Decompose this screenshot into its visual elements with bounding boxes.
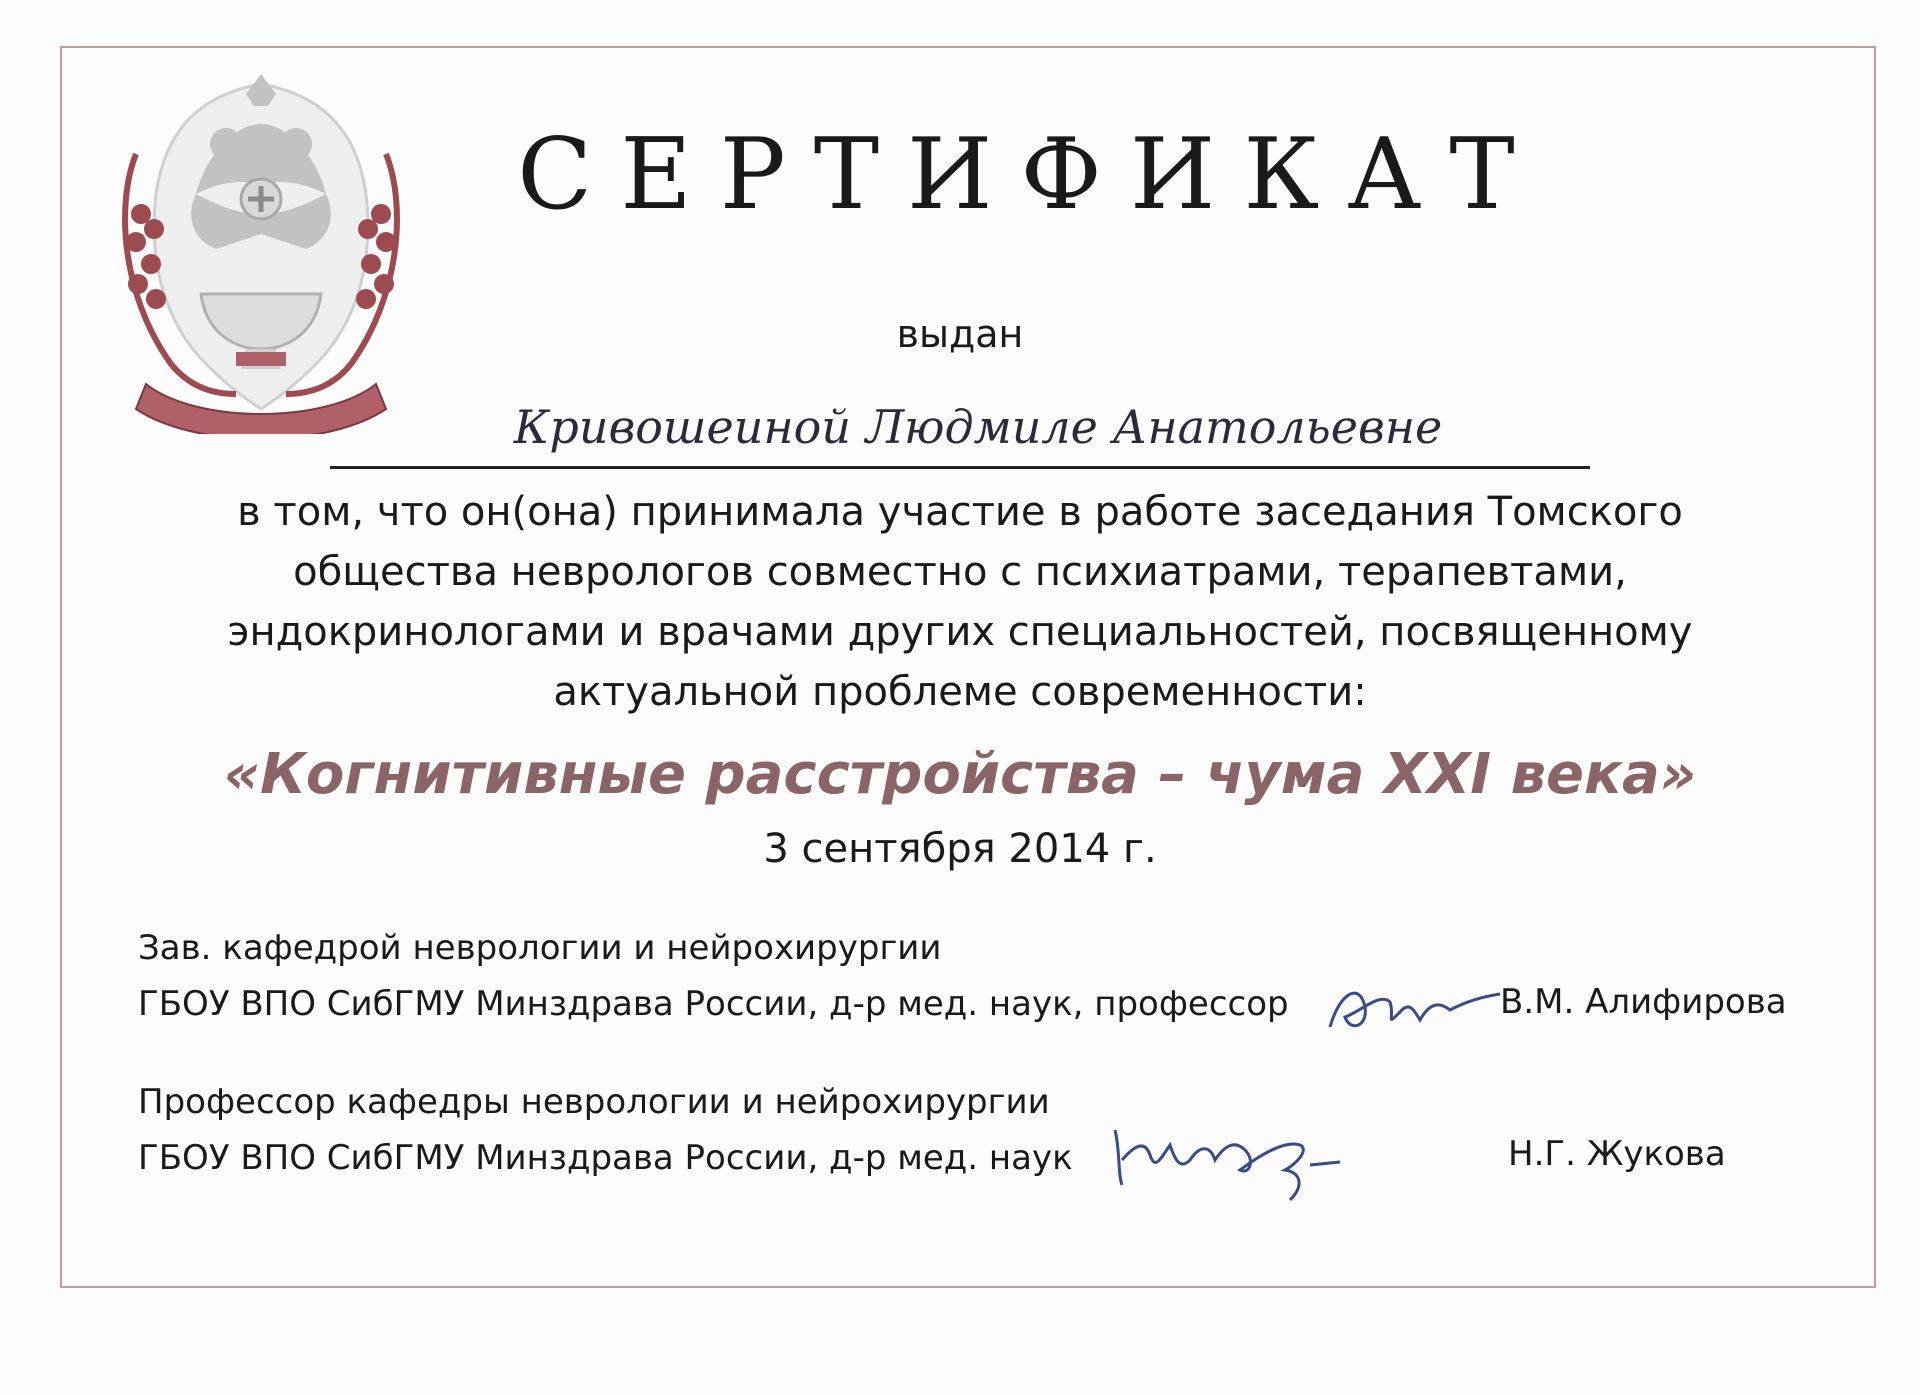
signatory-name: В.М. Алифирова xyxy=(1500,982,1787,1022)
signatory-position-line: ГБОУ ВПО СибГМУ Минздрава России, д-р мед. наук xyxy=(138,1138,1073,1178)
event-date: 3 сентября 2014 г. xyxy=(763,826,1157,872)
signatory-position xyxy=(138,1074,1073,1186)
recipient-name: Кривошеиной Людмиле Анатольевне xyxy=(513,400,1443,454)
body-line: общества неврологов совместно с психиатрами, терапевтами, xyxy=(293,549,1627,595)
event-topic: «Когнитивные расстройства – чума XXI века» xyxy=(223,742,1697,807)
handwritten-signature-icon xyxy=(1100,1100,1400,1210)
signatory-position xyxy=(138,920,1289,1032)
body-line: в том, что он(она) принимала участие в работе заседания Томского xyxy=(237,489,1683,535)
signatory-position-line: Профессор кафедры неврологии и нейрохирургии xyxy=(138,1082,1050,1122)
handwritten-signature-icon xyxy=(1320,972,1510,1042)
university-emblem-icon xyxy=(96,64,426,434)
signatory-name: Н.Г. Жукова xyxy=(1508,1134,1726,1174)
signatory-position-line: ГБОУ ВПО СибГМУ Минздрава России, д-р мед. наук, профессор xyxy=(138,984,1289,1024)
certificate-body xyxy=(160,482,1760,722)
signatory-position-line: Зав. кафедрой неврологии и нейрохирургии xyxy=(138,928,942,968)
body-line: эндокринологами и врачами других специальностей, посвященному xyxy=(227,609,1693,655)
issued-label: выдан xyxy=(896,312,1024,356)
certificate-title: СЕРТИФИКАТ xyxy=(517,118,1543,232)
body-line: актуальной проблеме современности: xyxy=(553,669,1367,715)
name-underline xyxy=(330,466,1590,469)
